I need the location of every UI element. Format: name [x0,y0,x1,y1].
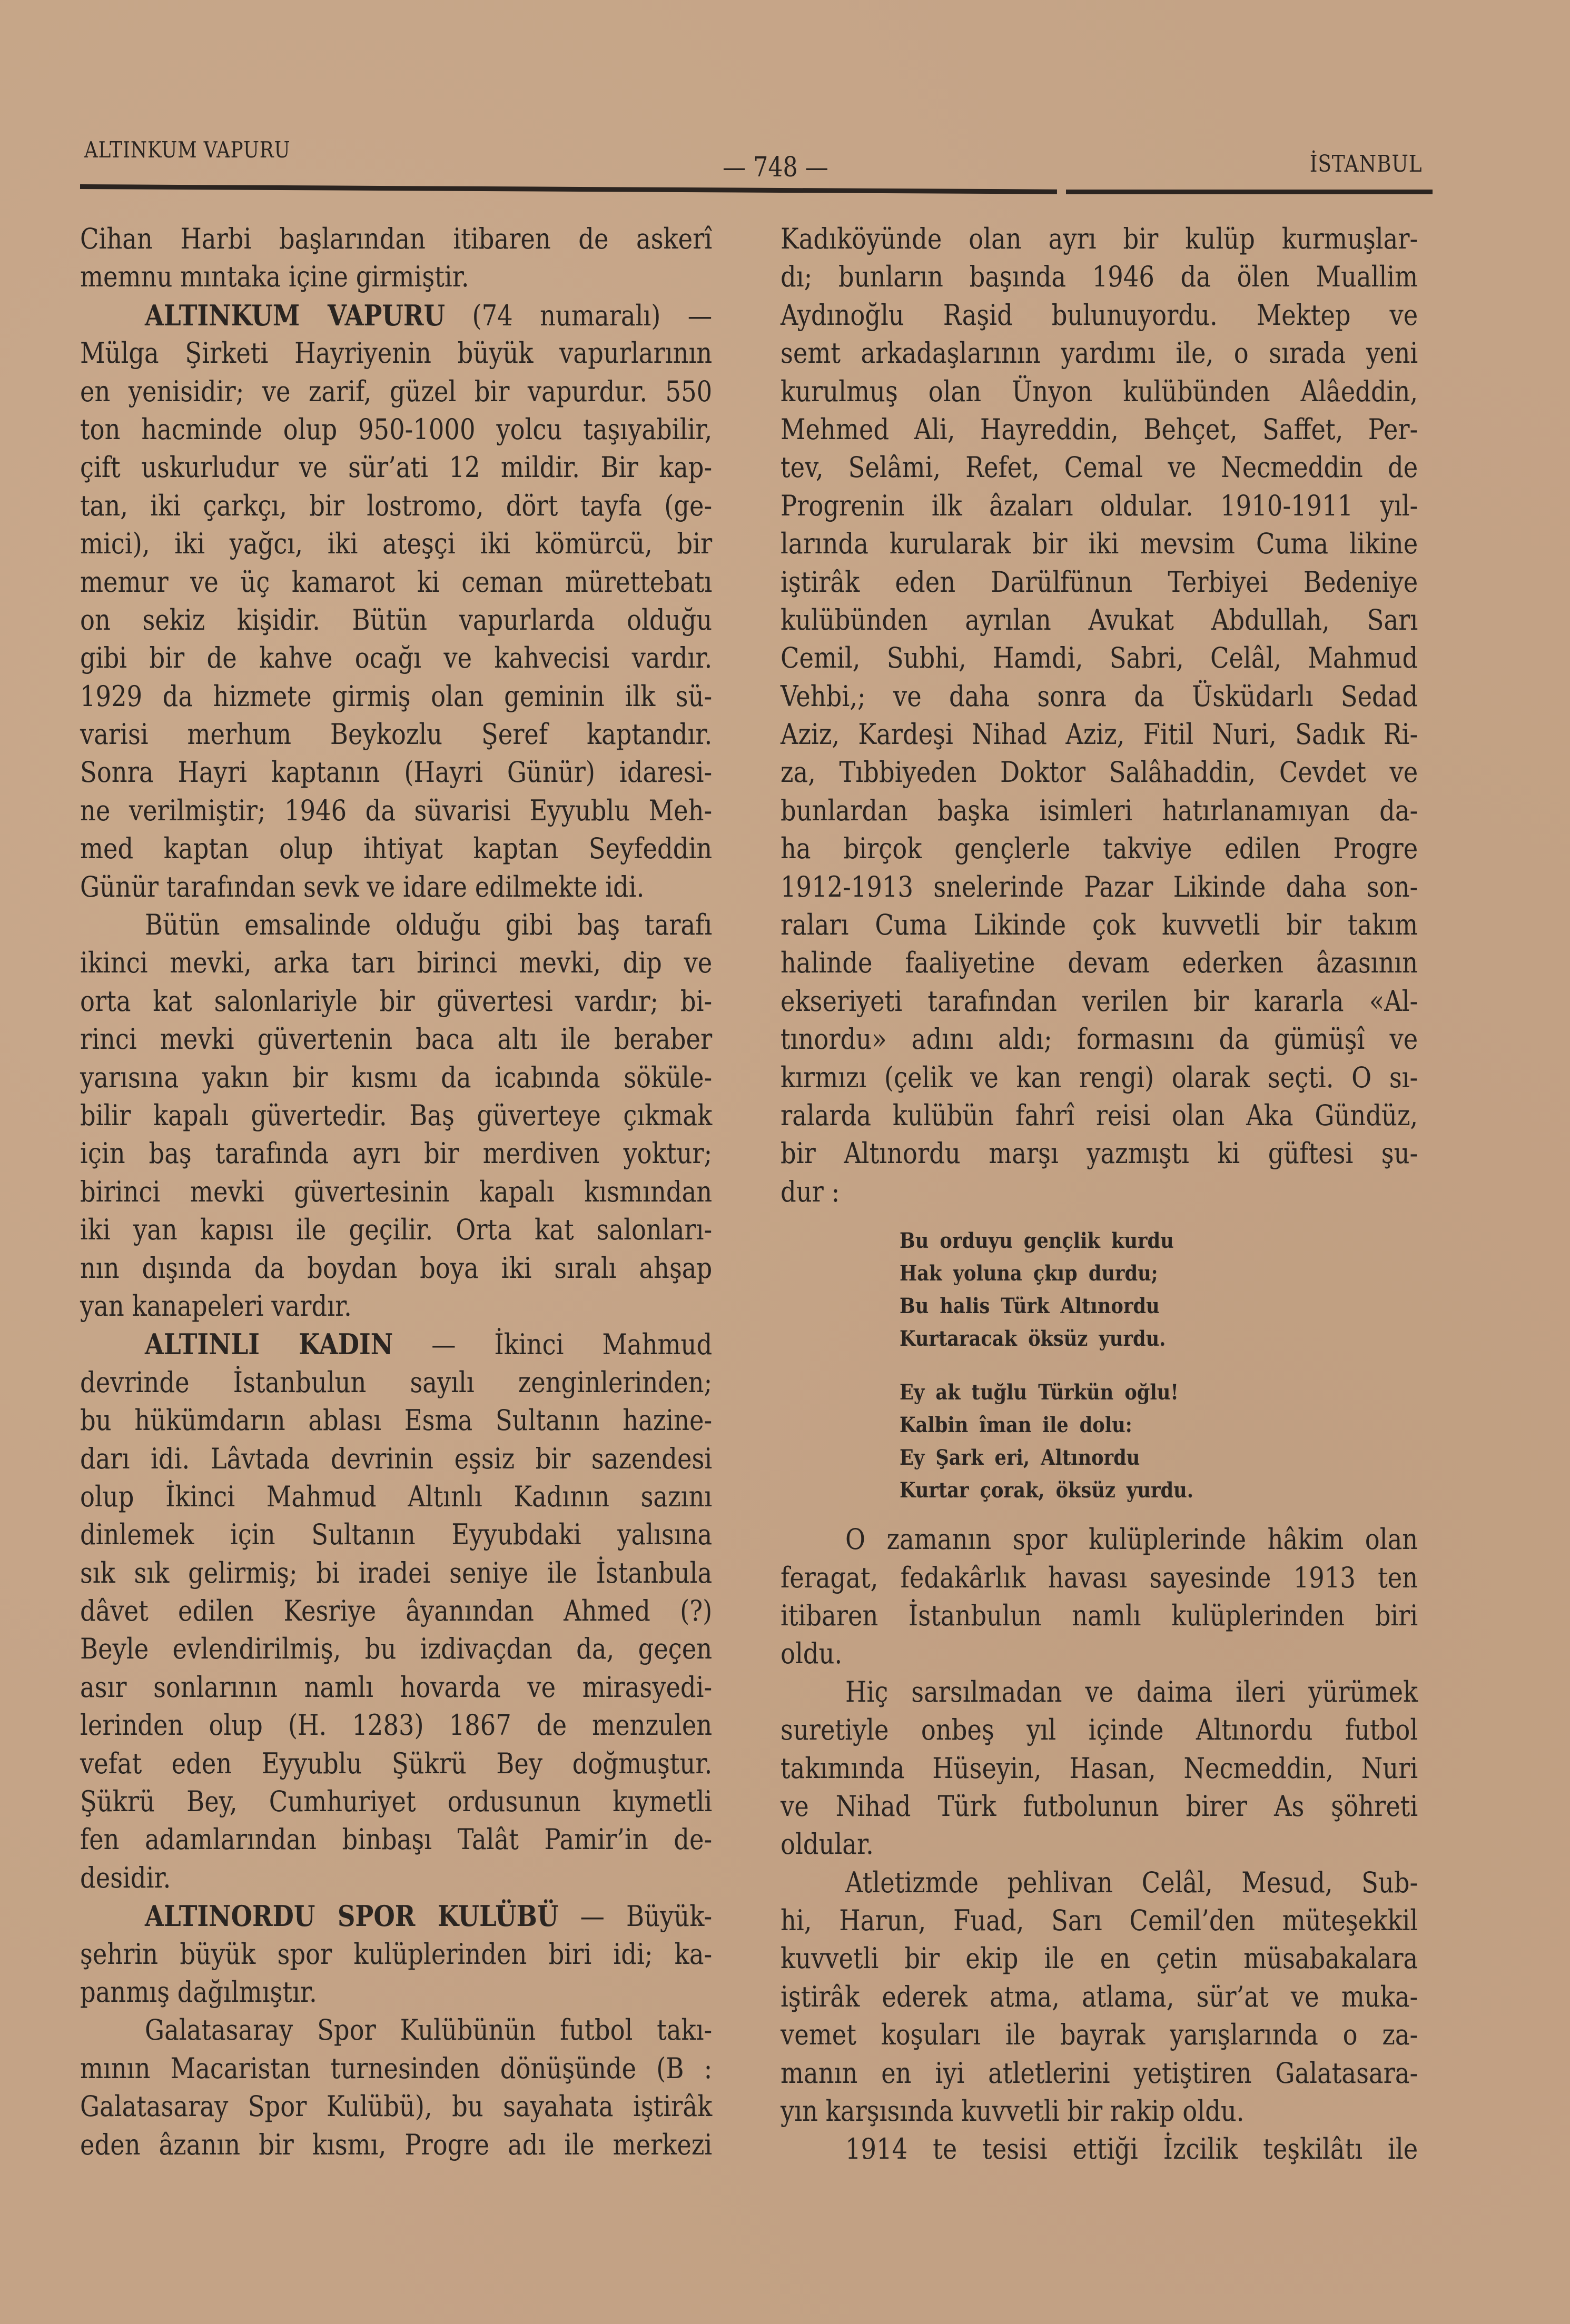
text-line: raları Cuma Likinde çok kuvvetli bir takım [781,908,1418,942]
text-line: ha birçok gençlerle takviye edilen Progre [781,832,1418,866]
text-line: yarısına yakın bir kısmı da icabında söküle- [80,1060,713,1094]
text-line: yın karşısında kuvvetli bir rakip oldu. [781,2094,1245,2128]
text-line: Günür tarafından sevk ve idare edilmekte idi. [80,870,645,903]
entry-title: ALTINORDU SPOR KULÜBÜ [144,1899,559,1933]
text-line: kırmızı (çelik ve kan rengi) olarak seçti. O sı- [781,1060,1418,1094]
text-line: ekseriyeti tarafından verilen bir kararla «Al- [781,984,1418,1018]
poem-line: Bu orduyu gençlik kurdu [900,1228,1174,1254]
entry-heading-line [80,1325,712,1363]
poem-line: Bu halis Türk Altınordu [900,1294,1160,1319]
text-line: suretiyle onbeş yıl içinde Altınordu futbol [781,1713,1418,1747]
text-line: Beyle evlendirilmiş, bu izdivaçdan da, geçen [80,1632,713,1666]
text-line: tev, Selâmi, Refet, Cemal ve Necmeddin de [781,451,1418,484]
stanza-gap [900,1355,1418,1376]
right-column [781,220,1418,2169]
text-line: ne verilmiştir; 1946 da süvarisi Eyyublu Meh- [80,793,713,827]
text-line: feragat, fedakârlık havası sayesinde 1913 ten [781,1561,1418,1594]
text-line: fen adamlarından binbaşı Talât Pamir’in de- [80,1823,713,1856]
text-line: Bütün emsalinde olduğu gibi baş tarafı [144,908,713,942]
text-line: devrinde İstanbulun sayılı zenginlerinden; [80,1365,713,1399]
text-line: mının Macaristan turnesinden dönüşünde (B : [80,2051,713,2085]
entry-text: — İkinci Mahmud [431,1328,713,1362]
text-line: bir Altınordu marşı yazmıştı ki güftesi şu- [781,1137,1418,1170]
text-line: Cihan Harbi başlarından itibaren de askerî [80,222,713,255]
text-line: Mülga Şirketi Hayriyenin büyük vapurlarının [80,336,713,370]
text-line: ton hacminde olup 950-1000 yolcu taşıyabilir, [80,412,713,446]
text-line: hi, Harun, Fuad, Sarı Cemil’den müteşekkil [781,1904,1418,1938]
text-line: za, Tıbbiyeden Doktor Salâhaddin, Cevdet ve [781,756,1418,789]
text-line: takımında Hüseyin, Hasan, Necmeddin, Nuri [781,1751,1418,1785]
entry-title: ALTINLI KADIN [144,1327,393,1362]
text-line: Şükrü Bey, Cumhuriyet ordusunun kıymetli [80,1785,713,1819]
text-line: Aziz, Kardeşi Nihad Aziz, Fitil Nuri, Sadık Ri- [781,718,1418,751]
running-title-left: ALTINKUM VAPURU [84,137,291,163]
text-line: Kadıköyünde olan ayrı bir kulüp kurmuşlar- [781,222,1418,255]
text-line: darı idi. Lâvtada devrinin eşsiz bir sazendesi [80,1442,713,1475]
text-line: Sonra Hayri kaptanın (Hayri Günür) idaresi- [80,756,713,789]
text-line: halinde faaliyetine devam ederken âzasının [781,946,1418,980]
text-line: oldular. [781,1828,874,1861]
text-line: manın en iyi atletlerini yetiştiren Galatasara- [781,2056,1418,2090]
entry-title: ALTINKUM VAPURU [144,298,446,332]
text-line: Mehmed Ali, Hayreddin, Behçet, Saffet, Per- [781,412,1418,446]
text-line: Atletizmde pehlivan Celâl, Mesud, Sub- [845,1865,1418,1899]
running-header [80,126,1433,195]
text-line: bu hükümdarın ablası Esma Sultanın hazine- [80,1404,713,1437]
text-line: tınordu» adını aldı; formasını da gümüşî ve [781,1022,1418,1056]
text-line: panmış dağılmıştır. [80,1975,317,2009]
text-line: itibaren İstanbulun namlı kulüplerinden biri [781,1598,1418,1632]
poem-line: Hak yoluna çkıp durdu; [900,1261,1158,1286]
text-line: mici), iki yağcı, iki ateşçi iki kömürcü, bir [80,527,713,561]
text-line: varisi merhum Beykozlu Şeref kaptandır. [80,718,713,751]
text-line: Galatasaray Spor Kulübü), bu sayahata iştirâk [80,2090,713,2123]
text-line: gibi bir de kahve ocağı ve kahvecisi vardır. [80,641,713,675]
text-line: bilir kapalı güvertedir. Baş güverteye çıkmak [80,1098,713,1132]
text-line: kurulmuş olan Ünyon kulübünden Alâeddin, [781,374,1418,408]
text-line: birinci mevki güvertesinin kapalı kısmından [80,1175,713,1208]
right-column-text-top [781,220,1418,1211]
text-line: dur : [781,1175,840,1208]
text-line: memur ve üç kamarot ki ceman mürettebatı [80,565,713,599]
text-line: Hiç sarsılmadan ve daima ileri yürümek [845,1675,1418,1709]
text-line: 1912-1913 snelerinde Pazar Likinde daha son- [781,870,1418,903]
text-line: desidir. [80,1861,171,1894]
text-line: asır sonlarının namlı hovarda ve mirasyedi- [80,1670,713,1704]
text-line: Progrenin ilk âzaları oldular. 1910-1911 yıl- [781,489,1418,522]
text-line: eden âzanın bir kısmı, Progre adı ile merkezi [80,2128,713,2161]
text-line: 1914 te tesisi ettiği İzcilik teşkilâtı ile [845,2132,1418,2166]
text-line: iştirâk ederek atma, atlama, sür’at ve muka- [781,1980,1418,2013]
poem-line: Ey ak tuğlu Türkün oğlu! [900,1380,1179,1405]
text-line: memnu mıntaka içine girmiştir. [80,260,469,294]
text-line: vemet koşuları ile bayrak yarışlarında o za- [781,2018,1418,2052]
text-line: en yenisidir; ve zarif, güzel bir vapurdur. 550 [80,374,713,408]
poem-line: Ey Şark eri, Altınordu [900,1445,1140,1471]
entry-heading-line [80,296,712,334]
left-column [80,220,712,2164]
text-line: iki yan kapısı ile geçilir. Orta kat salonları- [80,1213,713,1247]
text-line: larında kurularak bir iki mevsim Cuma likine [781,527,1418,561]
text-line: çift uskurludur ve sür’ati 12 mildir. Bir kap- [80,451,713,484]
text-line: kulübünden ayrılan Avukat Abdullah, Sarı [781,603,1418,637]
text-line: tan, iki çarkçı, bir lostromo, dört tayfa (ge- [80,489,713,522]
text-line: için baş tarafında ayrı bir merdiven yoktur; [80,1137,713,1170]
running-title-right: İSTANBUL [1309,151,1422,177]
text-line: dı; bunların başında 1946 da ölen Muallim [781,260,1418,294]
entry-text: (74 numaralı) — [472,299,713,332]
text-line: yan kanapeleri vardır. [80,1289,352,1323]
text-line: iştirâk eden Darülfünun Terbiyei Bedeniye [781,565,1418,599]
text-line: sık sık gelirmiş; bi iradei seniye ile İstanbula [80,1556,713,1590]
text-line: ve Nihad Türk futbolunun birer As şöhreti [781,1789,1418,1823]
text-line: 1929 da hizmete girmiş olan geminin ilk sü- [80,679,713,713]
text-line: Aydınoğlu Raşid bulunuyordu. Mektep ve [781,298,1418,332]
entry-heading-line [80,1897,712,1935]
poem-verse [900,1225,1418,1507]
header-rule [80,184,1057,194]
text-line: vefat eden Eyyublu Şükrü Bey doğmuştur. [80,1746,713,1780]
text-line: O zamanın spor kulüplerinde hâkim olan [845,1523,1418,1556]
text-line: nın dışında da boydan boya iki sıralı ahşap [80,1251,713,1285]
text-line: on sekiz kişidir. Bütün vapurlarda olduğu [80,603,713,637]
text-line: şehrin büyük spor kulüplerinden biri idi; ka- [80,1937,713,1971]
header-rule [1066,190,1433,194]
entry-text: — Büyük- [580,1900,713,1933]
text-line: kuvvetli bir ekip ile en çetin müsabakalara [781,1942,1418,1975]
text-line: ralarda kulübün fahrî reisi olan Aka Gündüz, [781,1098,1418,1132]
poem-line: Kalbin îman ile dolu: [900,1413,1132,1438]
text-line: dinlemek için Sultanın Eyyubdaki yalısına [80,1518,713,1552]
text-line: semt arkadaşlarının yardımı ile, o sırada yeni [781,336,1418,370]
text-line: oldu. [781,1637,843,1671]
text-line: ikinci mevki, arka tarı birinci mevki, dip ve [80,946,713,980]
text-line: med kaptan olup ihtiyat kaptan Seyfeddin [80,832,713,866]
text-line: rinci mevki güvertenin baca altı ile beraber [80,1022,713,1056]
text-line: orta kat salonlariyle bir güvertesi vardır; bi- [80,984,713,1018]
poem-line: Kurtar çorak, öksüz yurdu. [900,1478,1193,1503]
page-number: — 748 — [723,152,828,183]
text-line: bunlardan başka isimleri hatırlanamıyan da- [781,793,1418,827]
text-line: Cemil, Subhi, Hamdi, Sabri, Celâl, Mahmud [781,641,1418,675]
poem-line: Kurtaracak öksüz yurdu. [900,1326,1166,1352]
text-line: lerinden olup (H. 1283) 1867 de menzulen [80,1709,713,1742]
right-column-text-bottom [781,1521,1418,2169]
text-line: olup İkinci Mahmud Altınlı Kadının sazını [80,1479,713,1513]
text-line: dâvet edilen Kesriye âyanından Ahmed (?) [80,1594,713,1628]
text-line: Galatasaray Spor Kulübünün futbol takı- [144,2013,713,2047]
text-line: Vehbi,; ve daha sonra da Üsküdarlı Sedad [781,679,1418,713]
